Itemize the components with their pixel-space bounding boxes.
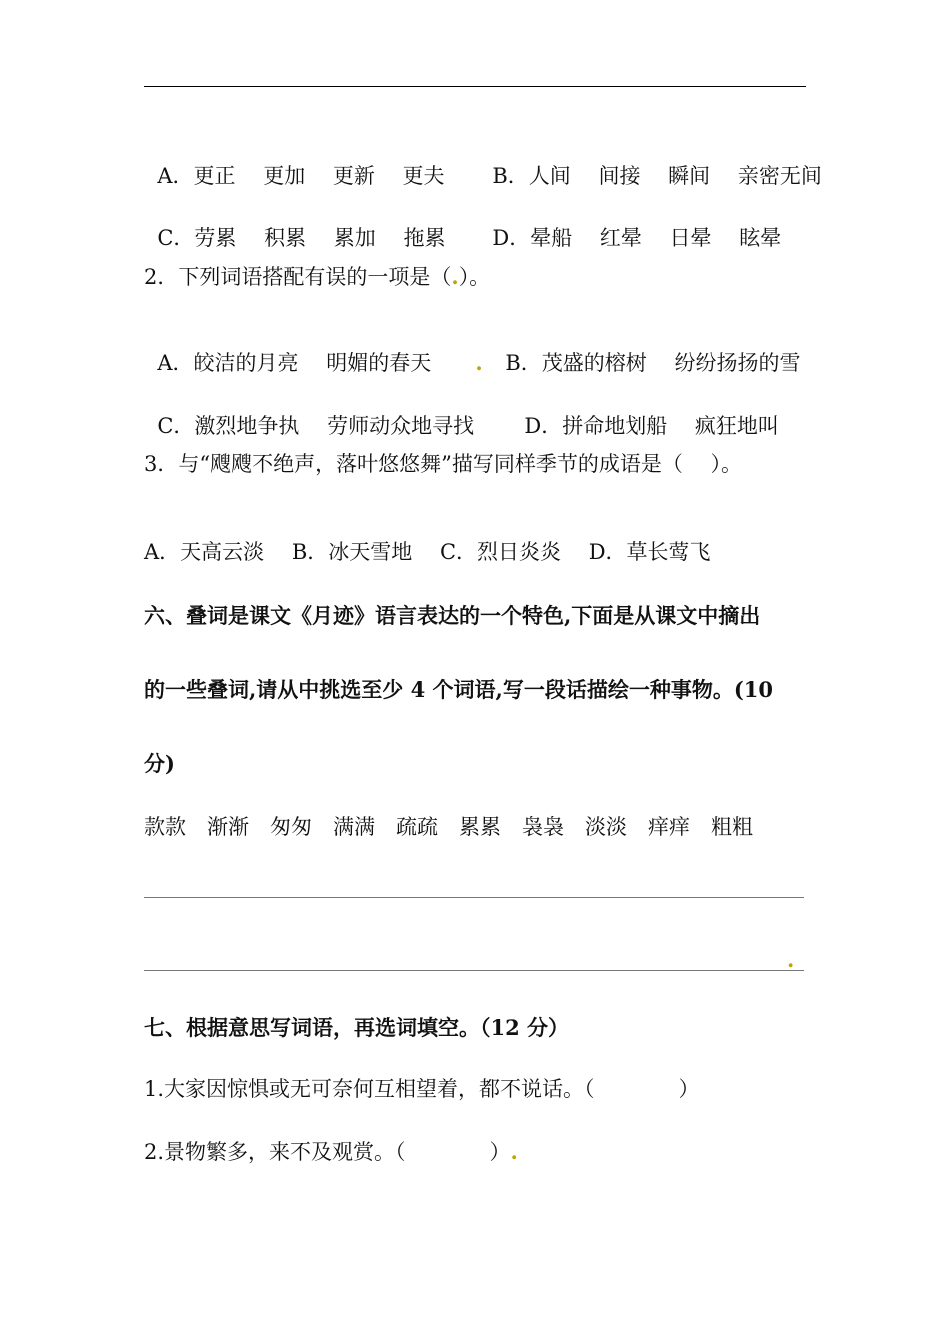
- q5-options-row1: [144, 140, 822, 188]
- section-6-heading-line3: 分): [144, 751, 175, 776]
- question-2-option-c: C．激烈地争执 劳师动众地寻找: [157, 414, 475, 438]
- question-2-options-cd: [144, 390, 779, 438]
- option-row2-a: C．劳累 积累 累加 拖累: [157, 226, 446, 250]
- option-row1-b: B．人间 间接 瞬间 亲密无间: [492, 164, 822, 188]
- section-6-heading-line2: 的一些叠词,请从中挑选至少 4 个词语,写一段话描绘一种事物。(10: [144, 677, 774, 702]
- answer-line-1[interactable]: [144, 897, 804, 898]
- question-3-options: A．天高云淡 B．冰天雪地 C．烈日炎炎 D．草长莺飞: [144, 540, 711, 564]
- section-7-question-2-dot: .: [510, 1139, 518, 1164]
- question-2-option-d: D．拼命地划船 疯狂地叫: [524, 414, 779, 438]
- question-2-option-b: B．茂盛的榕树 纷纷扬扬的雪: [505, 351, 801, 375]
- option-row1-a: A．更正 更加 更新 更夫: [157, 164, 445, 188]
- section-7-question-1: 1.大家因惊惧或无可奈何互相望着，都不说话。（ ）: [144, 1077, 700, 1101]
- section-7-heading: 七、根据意思写词语，再选词填空。（12 分）: [144, 1015, 570, 1040]
- reduplicated-word-list: 款款 渐渐 匆匆 满满 疏疏 累累 袅袅 淡淡 痒痒 粗粗: [144, 815, 753, 839]
- question-2-dot: .: [451, 264, 459, 289]
- section-6-heading-line1: 六、叠词是课文《月迹》语言表达的一个特色,下面是从课文中摘出: [144, 603, 761, 628]
- question-2: [144, 265, 490, 289]
- question-2-options-ab: [144, 327, 800, 375]
- question-2-close: ）。: [458, 265, 491, 289]
- option-row2-b: D．晕船 红晕 日晕 眩晕: [492, 226, 782, 250]
- q5-options-row2: [144, 202, 781, 250]
- question-3: 3．与“飕飕不绝声，落叶悠悠舞”描写同样季节的成语是（ ）。: [144, 452, 743, 476]
- section-7-question-2-text: 2.景物繁多，来不及观赏。（ ）: [144, 1140, 511, 1164]
- question-2-option-a: A．皎洁的月亮 明媚的春天: [157, 351, 432, 375]
- question-2-text: 2．下列词语搭配有误的一项是（: [144, 265, 452, 289]
- question-2-mark: .: [475, 350, 483, 375]
- top-rule: [144, 86, 806, 87]
- answer-line-mark: .: [787, 947, 795, 972]
- answer-line-2[interactable]: [144, 970, 804, 971]
- section-7-question-2: [144, 1140, 518, 1164]
